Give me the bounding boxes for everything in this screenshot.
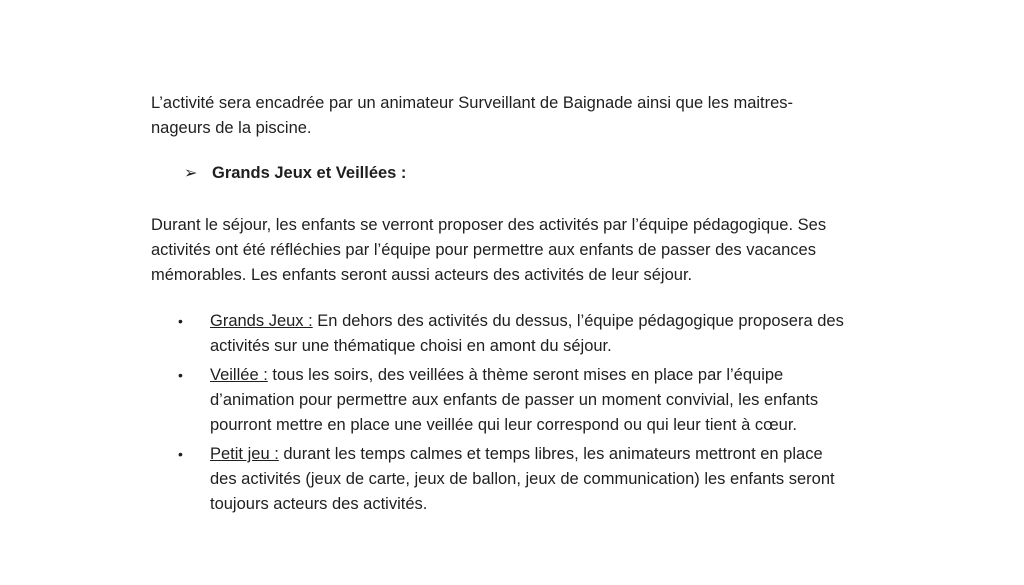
section-title: Grands Jeux et Veillées : bbox=[212, 164, 407, 182]
text-line: d’animation pour permettre aux enfants de passer un moment convivial, les enfants bbox=[210, 391, 819, 409]
bullet-icon: • bbox=[178, 313, 183, 329]
section-heading bbox=[184, 161, 406, 186]
list-item-text: tous les soirs, des veillées à thème seront mises en place par l’équipe bbox=[267, 366, 784, 384]
list-item-first-line bbox=[210, 363, 898, 388]
text-line: activités ont été réfléchies par l’équipe pour permettre aux enfants de passer des vacances bbox=[151, 241, 816, 259]
list-item-text: durant les temps calmes et temps libres, les animateurs mettront en place bbox=[278, 445, 823, 463]
list-item-term: Veillée : bbox=[210, 366, 268, 384]
text-line: L’activité sera encadrée par un animateur Surveillant de Baignade ainsi que les maitres- bbox=[151, 94, 794, 112]
text-line: pourront mettre en place une veillée qui leur correspond ou qui leur tient à cœur. bbox=[210, 416, 797, 434]
activity-list bbox=[178, 309, 898, 521]
bullet-icon: • bbox=[178, 367, 183, 383]
bullet-icon: • bbox=[178, 446, 183, 462]
text-line: mémorables. Les enfants seront aussi acteurs des activités de leur séjour. bbox=[151, 266, 693, 284]
list-item-text: En dehors des activités du dessus, l’équipe pédagogique proposera des bbox=[312, 312, 844, 330]
list-item-term: Petit jeu : bbox=[210, 445, 279, 463]
list-item bbox=[178, 309, 898, 359]
text-line: activités sur une thématique choisi en amont du séjour. bbox=[210, 337, 612, 355]
text-line: toujours acteurs des activités. bbox=[210, 495, 428, 513]
intro-paragraph bbox=[151, 91, 891, 141]
list-item bbox=[178, 442, 898, 517]
arrow-right-icon: ➢ bbox=[184, 165, 198, 182]
list-item-first-line bbox=[210, 309, 898, 334]
text-line: Durant le séjour, les enfants se verront proposer des activités par l’équipe pédagogique. Ses bbox=[151, 216, 827, 234]
list-item bbox=[178, 363, 898, 438]
list-item-first-line bbox=[210, 442, 898, 467]
text-line: nageurs de la piscine. bbox=[151, 119, 312, 137]
description-paragraph bbox=[151, 213, 891, 288]
list-item-term: Grands Jeux : bbox=[210, 312, 313, 330]
text-line: des activités (jeux de carte, jeux de ballon, jeux de communication) les enfants seront bbox=[210, 470, 835, 488]
